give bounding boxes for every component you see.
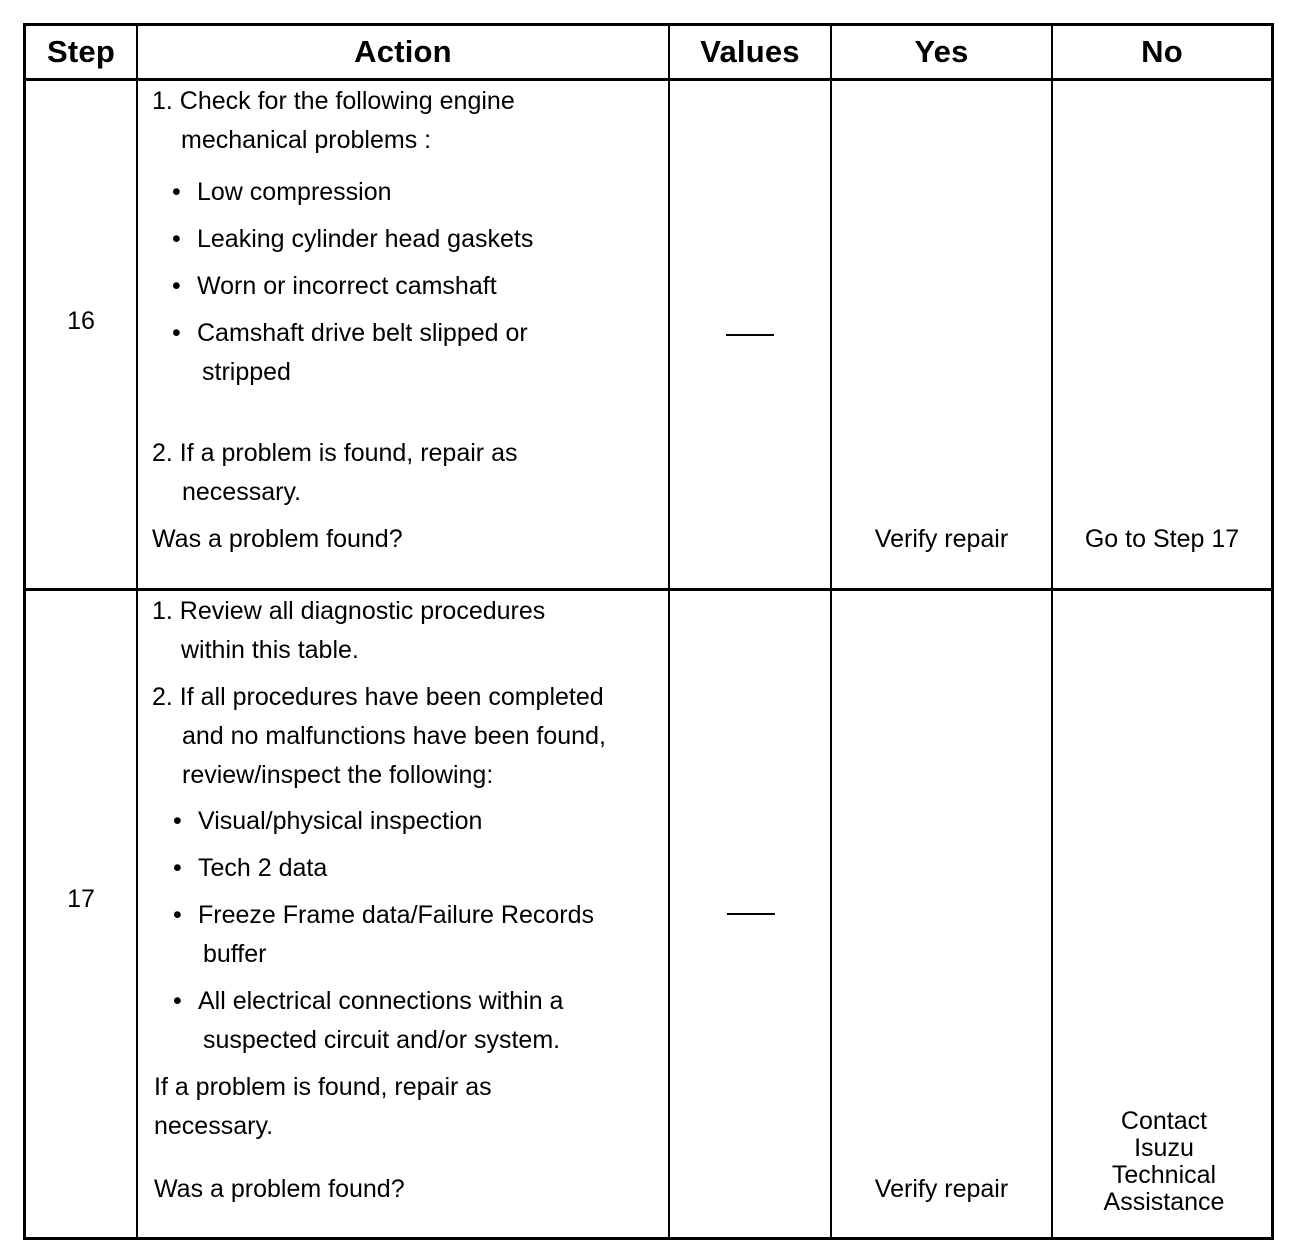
action-bullet-text: Tech 2 data	[198, 854, 328, 882]
action-text: within this table.	[181, 636, 359, 664]
bullet-icon: •	[173, 901, 182, 929]
no-result-line: Technical	[1111, 1161, 1217, 1189]
action-bullet-text: Visual/physical inspection	[198, 807, 483, 835]
bullet-icon: •	[172, 178, 181, 206]
bullet-icon: •	[173, 807, 182, 835]
action-bullet-text: stripped	[202, 358, 291, 386]
bullet-icon: •	[172, 272, 181, 300]
no-result	[1053, 1108, 1275, 1216]
action-note: If a problem is found, repair as	[154, 1073, 492, 1101]
header-action: Action	[354, 34, 452, 69]
header-step: Step	[47, 34, 115, 69]
column-divider	[668, 26, 670, 1237]
action-question: Was a problem found?	[154, 1175, 405, 1203]
bullet-icon: •	[173, 987, 182, 1015]
action-text: 2. If all procedures have been completed	[152, 683, 604, 711]
action-note: necessary.	[154, 1112, 274, 1140]
action-text: mechanical problems :	[181, 126, 432, 154]
diagnostic-table	[23, 23, 1274, 1240]
action-bullet-text: Low compression	[197, 178, 392, 206]
yes-result: Verify repair	[874, 525, 1009, 553]
step-number: 17	[67, 884, 95, 913]
bullet-icon: •	[172, 319, 181, 347]
bullet-icon: •	[173, 854, 182, 882]
action-question: Was a problem found?	[152, 525, 403, 553]
row-divider	[26, 588, 1271, 591]
action-text: 1. Review all diagnostic procedures	[152, 597, 546, 625]
column-divider	[1051, 26, 1053, 1237]
action-bullet-text: Leaking cylinder head gaskets	[197, 225, 534, 253]
action-bullet-text: Camshaft drive belt slipped or	[197, 319, 528, 347]
no-result-line: Isuzu	[1134, 1134, 1194, 1162]
no-result: Go to Step 17	[1084, 525, 1240, 553]
no-result-line: Contact	[1120, 1107, 1208, 1135]
header-values: Values	[700, 34, 800, 69]
no-result-line: Assistance	[1103, 1188, 1225, 1216]
bullet-icon: •	[172, 225, 181, 253]
header-yes: Yes	[914, 34, 969, 69]
values-dash	[727, 913, 775, 915]
header-no: No	[1141, 34, 1183, 69]
action-text: 1. Check for the following engine	[152, 87, 515, 115]
action-bullet-text: suspected circuit and/or system.	[203, 1026, 561, 1054]
values-dash	[726, 334, 774, 336]
row-divider	[26, 78, 1271, 81]
action-text: 2. If a problem is found, repair as	[152, 439, 518, 467]
action-bullet-text: All electrical connections within a	[198, 987, 564, 1015]
action-bullet-text: Freeze Frame data/Failure Records	[198, 901, 594, 929]
yes-result: Verify repair	[874, 1175, 1009, 1203]
action-text: necessary.	[182, 478, 302, 506]
action-bullet-text: buffer	[203, 940, 267, 968]
action-text: and no malfunctions have been found,	[182, 722, 606, 750]
action-text: review/inspect the following:	[182, 761, 494, 789]
action-bullet-text: Worn or incorrect camshaft	[197, 272, 497, 300]
column-divider	[136, 26, 138, 1237]
column-divider	[830, 26, 832, 1237]
step-number: 16	[67, 306, 95, 335]
